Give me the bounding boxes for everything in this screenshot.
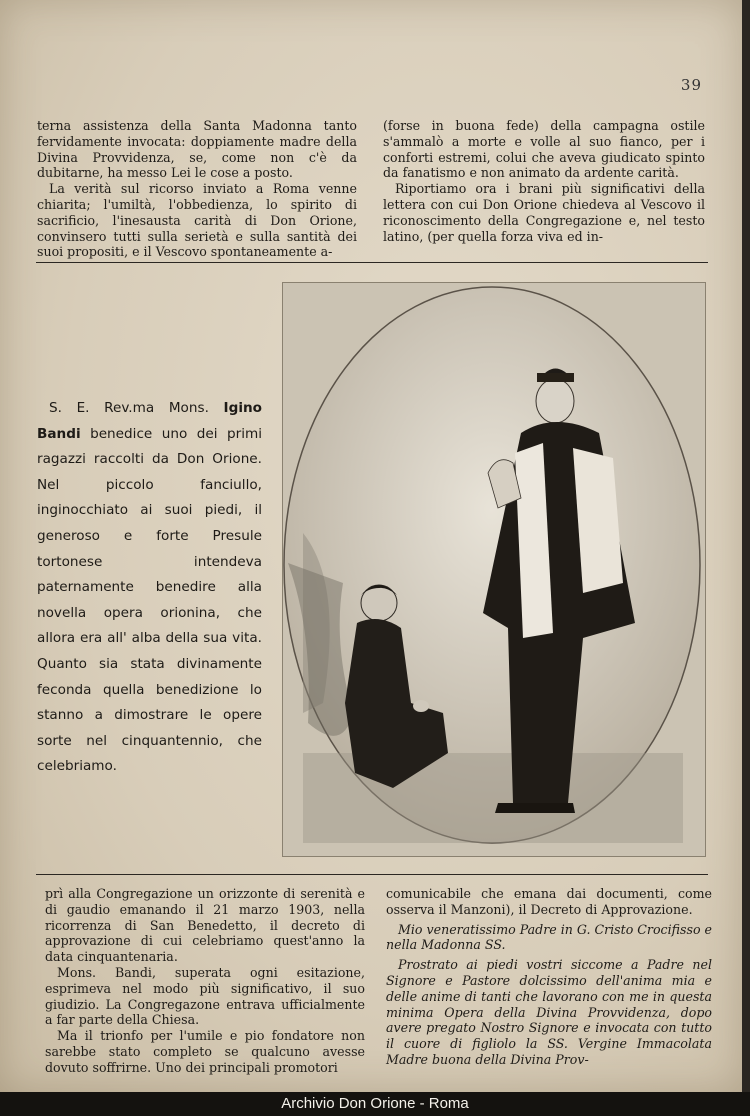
top-right-column <box>383 118 705 244</box>
photo-illustration <box>283 283 705 856</box>
paragraph: comunicabile che emana dai documenti, come osserva il Manzoni), il Decreto di Approvazione. <box>386 886 712 917</box>
paragraph: Ma il trionfo per l'umile e pio fondatore non sarebbe stato completo se qualcuno avesse dovuto soffrirne. Uno dei principali promotori <box>45 1028 365 1075</box>
letter-text: Prostrato ai piedi vostri siccome a Padre nel Signore e Pastore dolcissimo dell'anima mia e delle anime di tanti che lavorano con me in questa minima Opera della Divina Provvidenza, dopo avere pregato Nostro Signore e invocata con tutto il cuore di figliolo la SS. Vergine Immacolata Madre buona della Divina Prov- <box>386 957 712 1067</box>
top-divider <box>36 262 708 263</box>
page-number: 39 <box>680 76 702 94</box>
archive-footer: Archivio Don Orione - Roma <box>0 1092 750 1116</box>
caption-prefix: S. E. Rev.ma Mons. <box>49 400 224 416</box>
bottom-divider <box>36 874 708 875</box>
paragraph: Mons. Bandi, superata ogni esitazione, esprimeva nel modo più significativo, il suo giudizio. La Congregazone entrava ufficialmente a far parte della Chiesa. <box>45 964 365 1028</box>
top-left-column <box>37 118 357 260</box>
historical-photo <box>282 282 706 857</box>
letter-salutation: Mio veneratissimo Padre in G. Cristo Crocifisso e nella Madonna SS. <box>386 921 712 953</box>
bottom-left-column <box>45 886 365 1076</box>
paragraph: prì alla Congregazione un orizzonte di serenità e di gaudio emanando il 21 marzo 1903, nella ricorrenza di San Benedetto, il decreto di approvazione di cui celebriamo quest'anno la data cinquantenaria. <box>45 886 365 965</box>
bottom-right-column <box>386 886 712 1068</box>
photo-caption <box>37 396 262 780</box>
paragraph: terna assistenza della Santa Madonna tanto fervidamente invocata: doppiamente madre della Divina Provvidenza, se, come non c'è da dubitarne, ha messo Lei le cose a posto. <box>37 118 357 181</box>
caption-name: Igino Bandi <box>37 400 262 442</box>
paragraph: (forse in buona fede) della campagna ostile s'ammalò a morte e volle al suo fianco, per i conforti estremi, colui che aveva giudicato spinto da fanatismo e non animato da ardente carità. <box>383 118 705 181</box>
paragraph: Riportiamo ora i brani più significativi della lettera con cui Don Orione chiedeva al Vescovo il riconoscimento della Congregazione e, nel testo latino, (per quella forza viva ed in- <box>383 181 705 244</box>
paragraph: La verità sul ricorso inviato a Roma venne chiarita; l'umiltà, l'obbedienza, lo spirito di sacrificio, l'inesausta carità di Don Orione, convinsero tutti sulla serietà e sulla santità dei suoi propositi, e il Vescovo spontaneamente a- <box>37 181 357 260</box>
caption-text: benedice uno dei primi ragazzi raccolti da Don Orione. Nel piccolo fanciullo, inginocchiato ai suoi piedi, il generoso e forte Presule tortonese intendeva paternamente benedire alla novella opera orionina, che allora era all' alba della sua vita. Quanto sia stata divinamente feconda quella benedizione lo stanno a dimostrare le opere sorte nel cinquantennio, che celebriamo. <box>37 425 262 775</box>
